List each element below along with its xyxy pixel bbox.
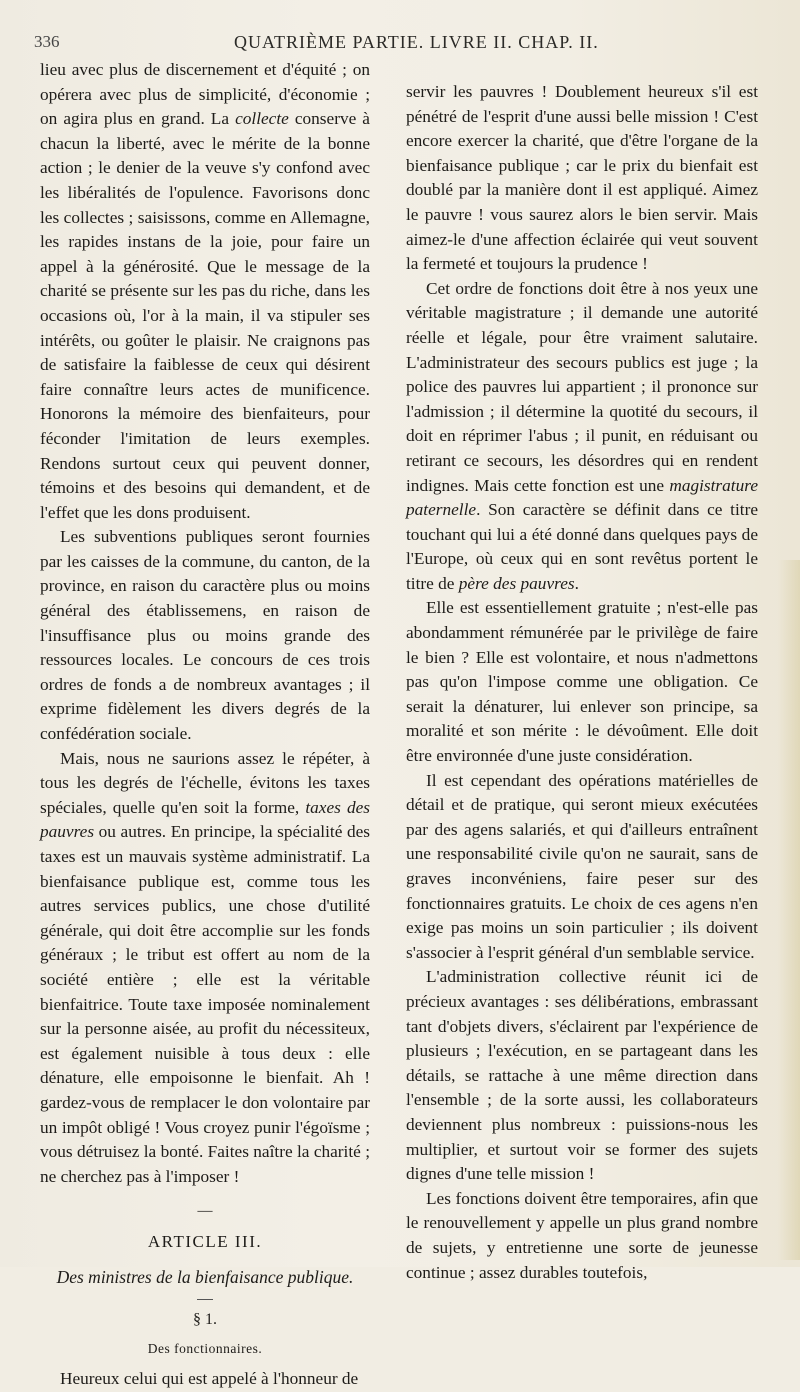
text-run: conserve à chacun la liberté, avec le mérite de la bonne action ; le denier de la veuve s'y confond avec les libéralités de l'opulence. Favorisons donc les collectes ; saisissons, comme en Allemagne, les rapides instans de la joie, pour faire un appel à la générosité. Que le message de la charité se présente sur les pas du riche, dans les occasions où, l'or à la main, il va stipuler ses intérêts, ou goûter le plaisir. Ne craignons pas de satisfaire la faiblesse de ceux qui désirent faire connaître leurs actes de munificence. Honorons la mémoire des bienfaiteurs, pour féconder l'imitation de leurs exemples. Rendons surtout ceux qui peuvent donner, témoins et des besoins qui demandent, et de l'effet que les dons produisent. — [40, 109, 370, 522]
paragraph — [40, 58, 370, 525]
text-run: lieu avec plus de discernement et d'équité ; on opérera avec plus de simplicité, d'économie ; on agira plus en grand. La — [40, 60, 370, 129]
page-number: 336 — [34, 32, 60, 51]
text-run: . Son caractère se définit dans ce titre touchant qui lui a été donné dans quelques pays de l'Europe, où ceux qui en sont revêtus portent le titre de — [406, 500, 758, 593]
text-run: . — [574, 573, 579, 593]
italic-term: père des pauvres — [458, 573, 575, 593]
paragraph — [406, 277, 758, 597]
italic-term: magistrature paternelle — [406, 475, 758, 520]
left-column — [40, 58, 370, 1392]
text-run: ou autres. En principe, la spécialité des taxes est un mauvais système administratif. La bienfaisance publique est, comme tous les autres services publics, une chose d'utilité générale, qui doit être accomplie sur les fonds généraux ; le tribut est offert au nom de la société entière ; elle est la véritable bienfaitrice. Toute taxe imposée nominalement sur la personne aisée, au profit du nécessiteux, est également nuisible à tous deux : elle dénature, elle empoisonne le bienfait. Ah ! gardez-vous de remplacer le don volontaire par un impôt obligé ! Vous croyez punir l'égoïsme ; vous détruisez la bonté. Faites naître la charité ; ne cherchez pas à l'imposer ! — [40, 822, 370, 1186]
italic-term: collecte — [235, 109, 289, 129]
paragraph: Les fonctions doivent être temporaires, afin que le renouvellement y appelle un plus grand nombre de sujets, y entretienne une sorte de jeunesse continue ; assez durables toutefois, — [406, 1188, 758, 1282]
article-subtitle: Des ministres de la bienfaisance publique. — [56, 1266, 354, 1287]
section-number: § 1. — [193, 1311, 217, 1329]
section-dash: — — [197, 1203, 213, 1220]
italic-term: taxes des pauvres — [40, 797, 370, 842]
paragraph: Les subventions publiques seront fournies par les caisses de la commune, du canton, de la province, en raison du caractère plus ou moins général des établissemens, en raison de l'insuffisance plus ou moins grande des ressources locales. Le concours de ces trois ordres de fonds a de nombreux avantages ; il exprime fidèlement les divers degrés de la confédération sociale. — [40, 527, 370, 744]
divider — [197, 1299, 213, 1300]
paragraph: Elle est essentiellement gratuite ; n'est-elle pas abondamment rémunérée par le privilège de faire le bien ? Elle est volontaire, et nous n'admettons pas qu'on l'impose comme une obligation. Ce serait la dénaturer, lui enlever son principe, sa moralité et son mérite : le dévoûment. Elle doit être environnée d'une juste considération. — [406, 598, 758, 766]
section-title: Des fonctionnaires. — [147, 1340, 263, 1356]
running-head: QUATRIÈME PARTIE. LIVRE II. CHAP. II. — [234, 32, 599, 52]
text-run: Cet ordre de fonctions doit être à nos yeux une véritable magistrature ; il demande une autorité réelle et légale, pour être vraiment salutaire. L'administrateur des secours publics est juge ; la police des pauvres lui appartient ; il prononce sur l'admission ; il détermine la quotité du secours, il doit en réprimer l'abus ; il punit, en réduisant ou retirant ce secours, les désordres qui en rendent indignes. Mais cette fonction est une — [406, 278, 758, 495]
paragraph — [40, 747, 370, 1190]
article-heading: ARTICLE III. — [147, 1231, 263, 1251]
paper-stain — [778, 560, 800, 1260]
paragraph: Il est cependant des opérations matérielles de détail et de pratique, qui seront mieux exécutées par des agens salariés, et qui d'ailleurs entraînent une responsabilité civile qu'on ne saurait, sans de graves inconvéniens, faire peser sur des fonctionnaires gratuits. Le choix de ces agens n'en exige pas moins un soin particulier ; ils doivent s'associer à l'esprit général d'un semblable service. — [406, 770, 758, 962]
text-run: Mais, nous ne saurions assez le répéter, à tous les degrés de l'échelle, évitons les taxes spéciales, quelle qu'en soit la forme, — [40, 748, 370, 817]
paragraph: Heureux celui qui est appelé à l'honneur de — [60, 1369, 359, 1389]
paragraph: servir les pauvres ! Doublement heureux s'il est pénétré de l'esprit d'une aussi belle mission ! C'est encore exercer la charité, que d'être l'organe de la bienfaisance publique ; car le prix du bienfait est doublé par la manière dont il est appliqué. Aimez le pauvre ! vous saurez alors le bien servir. Mais aimez-le d'une affection éclairée qui veut souvent la fermeté et toujours la prudence ! — [406, 82, 758, 274]
page-header — [34, 32, 770, 56]
paragraph: L'administration collective réunit ici de précieux avantages : ses délibérations, embrassant tant d'objets divers, s'éclairent par l'expérience de plusieurs ; l'exécution, en se partageant dans les détails, se rattache à une même direction dans l'ensemble ; de la sorte aussi, les collaborateurs deviennent plus nombreux : puissions-nous les multiplier, et surtout voir se former des sujets dignes d'une telle mission ! — [406, 967, 758, 1184]
right-column — [406, 80, 758, 1285]
